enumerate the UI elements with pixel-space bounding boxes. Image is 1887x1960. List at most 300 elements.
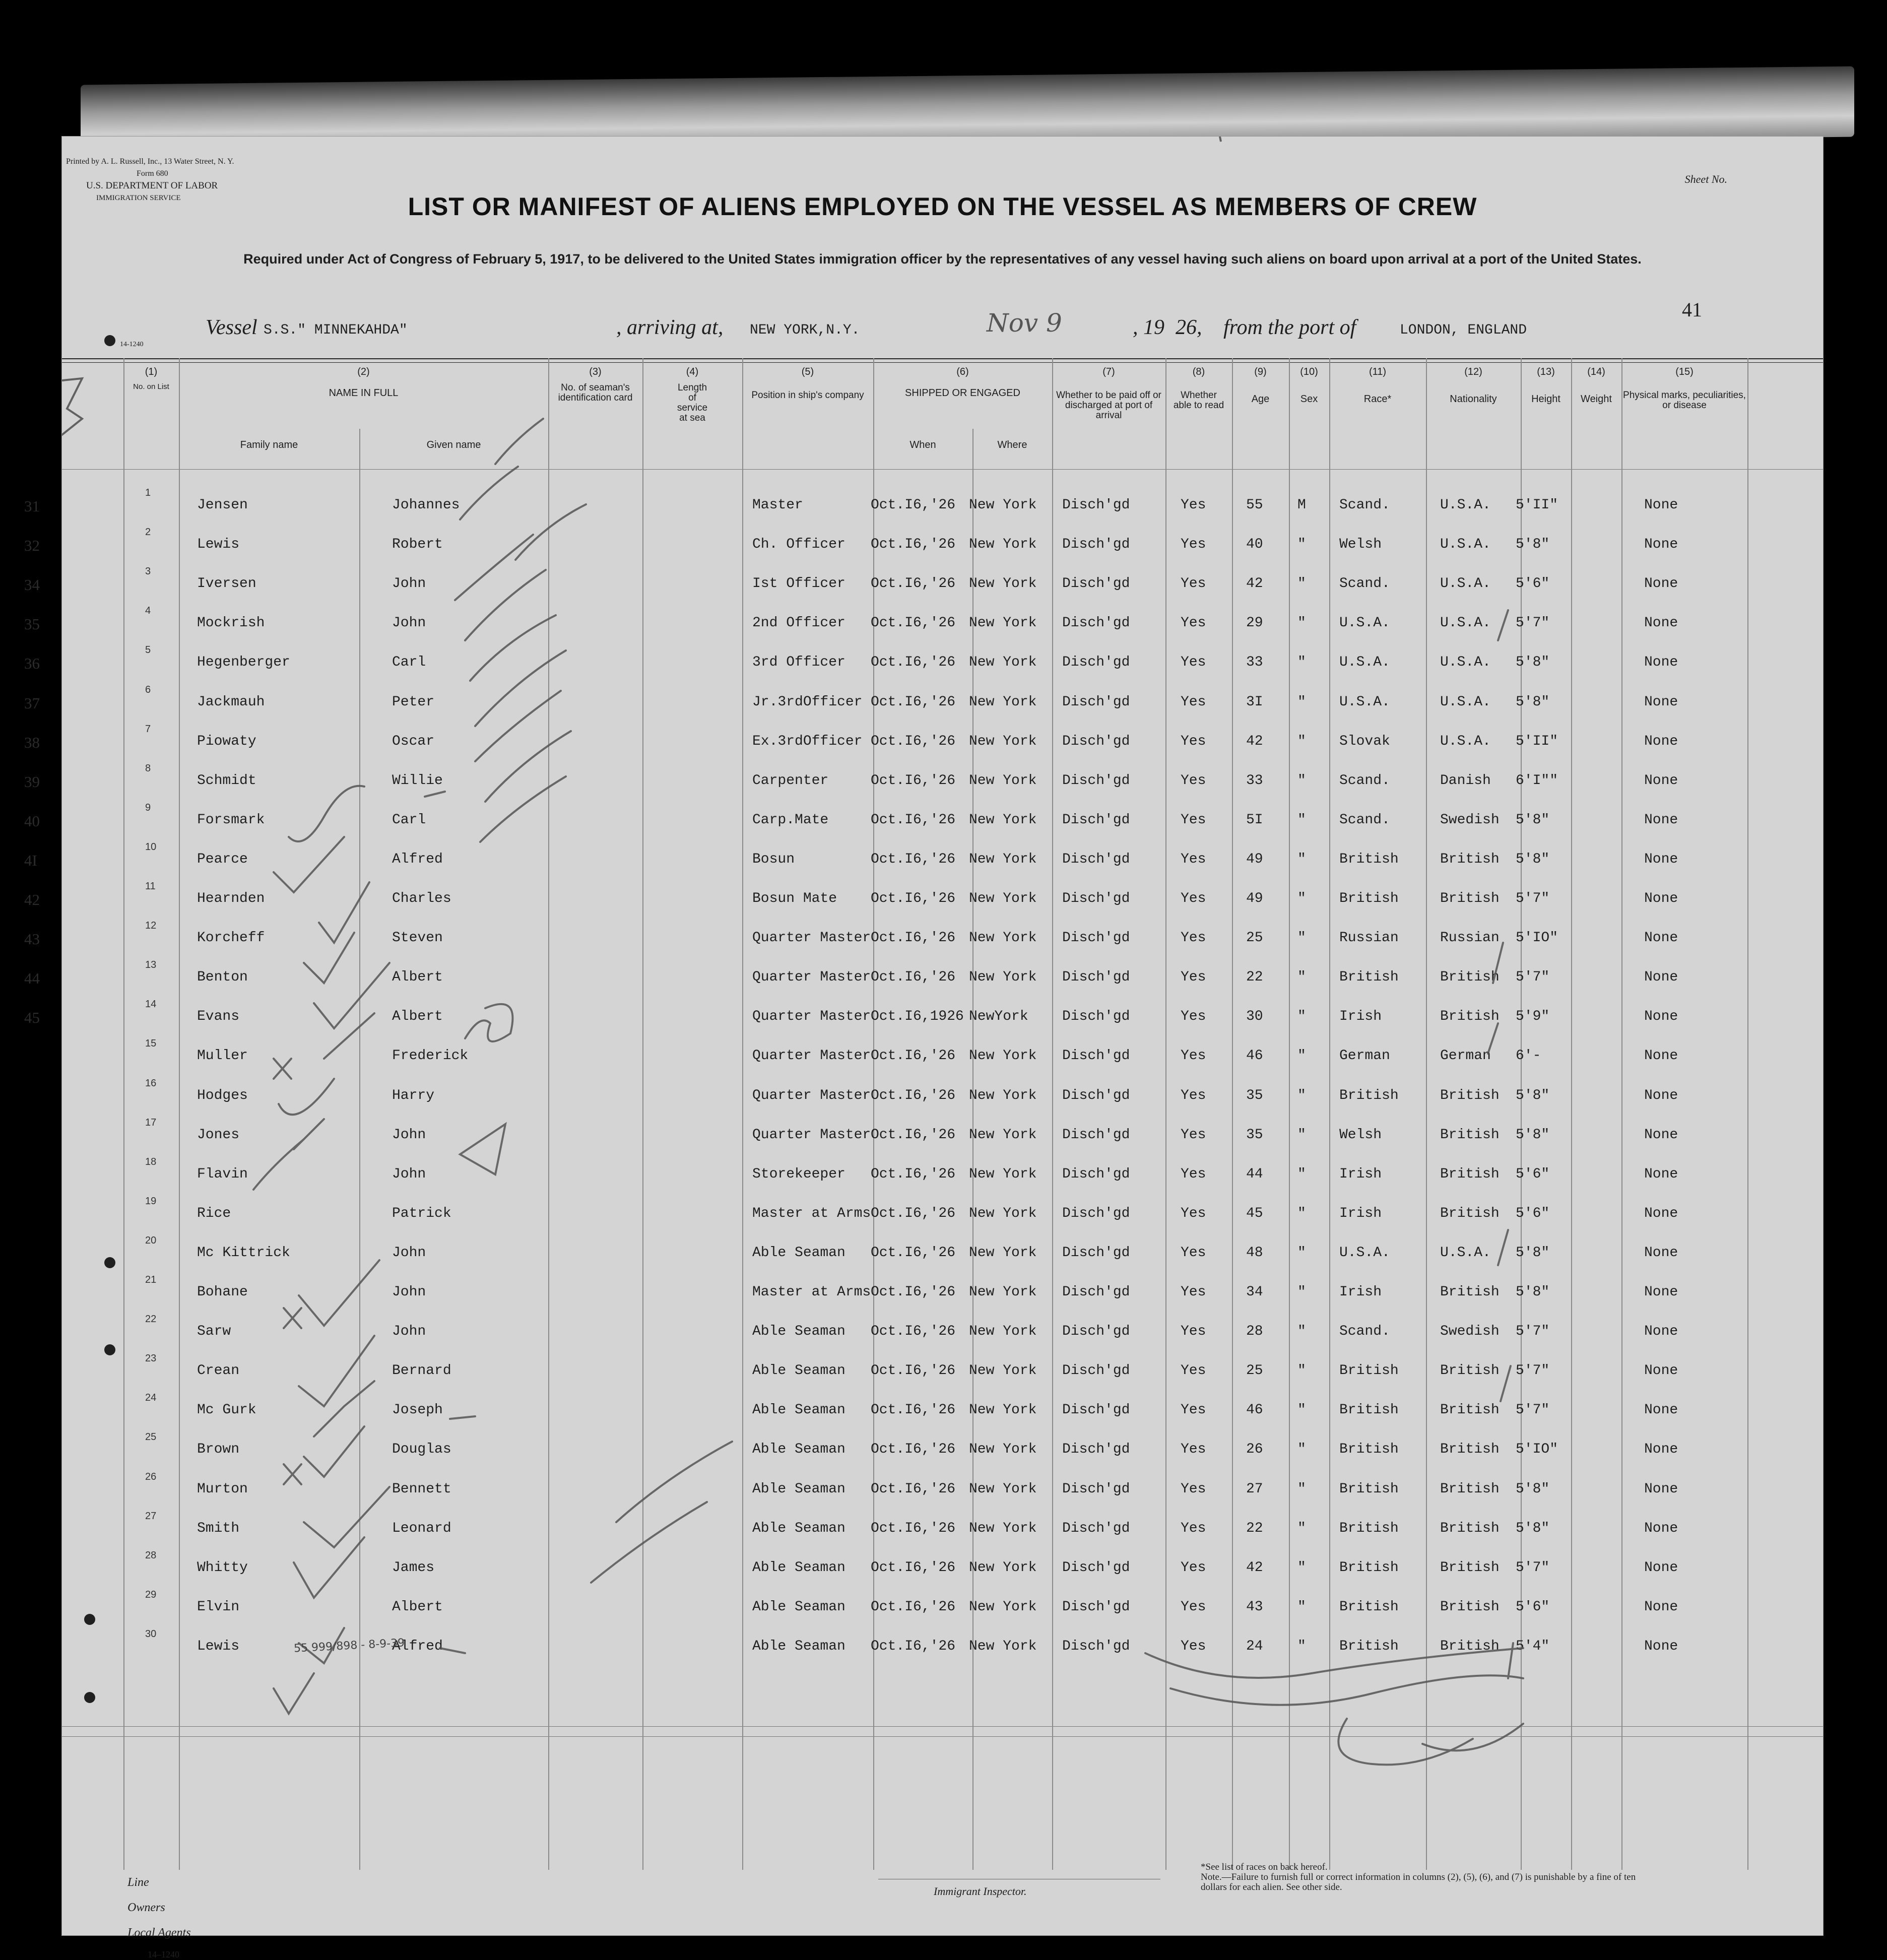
cell-position: Able Seaman (752, 1481, 845, 1497)
cell-read: Yes (1181, 930, 1206, 946)
cell-nationality: U.S.A. (1440, 497, 1491, 513)
cell-sex: " (1297, 1284, 1306, 1300)
cell-where: New York (969, 1245, 1037, 1261)
cell-read: Yes (1181, 1048, 1206, 1064)
cell-marks: None (1644, 772, 1678, 789)
page-subtitle: Required under Act of Congress of February 5, 1917, to be delivered to the United States immigration officer by the representatives of any vessel having such aliens on board upon arrival at a port of the United States. (243, 251, 1642, 267)
cell-paid: Disch'gd (1062, 1009, 1130, 1025)
cell-height: 5'7" (1516, 1324, 1550, 1340)
cell-height: 5'6" (1516, 1166, 1550, 1182)
cell-where: New York (969, 1442, 1037, 1458)
cell-position: Able Seaman (752, 1324, 845, 1340)
cell-read: Yes (1181, 1402, 1206, 1418)
cell-marks: None (1644, 1087, 1678, 1103)
cell-read: Yes (1181, 1324, 1206, 1340)
cell-n: 9 (145, 802, 151, 813)
col-11-head: (11) Race* (1363, 366, 1392, 405)
cell-height: 5'7" (1516, 1402, 1550, 1418)
cell-marks: None (1644, 930, 1678, 946)
header-rule-bottom (62, 469, 1823, 470)
cell-age: 45 (1246, 1205, 1263, 1221)
cell-marks: None (1644, 1048, 1678, 1064)
cell-when: Oct.I6,'26 (871, 891, 956, 906)
form-number: Form 680 (137, 169, 168, 178)
cell-family: Smith (197, 1520, 240, 1536)
cell-race: British (1339, 1363, 1399, 1379)
cell-age: 49 (1246, 891, 1263, 906)
cell-where: New York (969, 1559, 1037, 1576)
cell-sex: " (1297, 1245, 1306, 1261)
cell-when: Oct.I6,'26 (871, 1127, 956, 1143)
cell-given: Patrick (392, 1205, 451, 1221)
col-13-head: (13) Height (1531, 366, 1560, 405)
cell-sex: " (1297, 1481, 1306, 1497)
cell-when: Oct.I6,'26 (871, 1520, 956, 1536)
cell-paid: Disch'gd (1062, 1127, 1130, 1143)
cell-where: New York (969, 1638, 1037, 1654)
cell-family: Jensen (197, 497, 248, 513)
table-row (24, 684, 1823, 724)
col-8-head: (8) Whether able to read (1173, 366, 1224, 411)
cell-race: British (1339, 1599, 1399, 1615)
cell-nationality: Swedish (1440, 1324, 1500, 1340)
cell-where: New York (969, 1166, 1037, 1182)
cell-paid: Disch'gd (1062, 615, 1130, 631)
cell-stamp: 40 (24, 812, 40, 830)
cell-where: New York (969, 930, 1037, 946)
cell-position: 3rd Officer (752, 655, 845, 671)
cell-read: Yes (1181, 615, 1206, 631)
cell-given: Douglas (392, 1442, 451, 1458)
cell-stamp: 4I (24, 851, 37, 869)
cell-n: 24 (145, 1392, 157, 1404)
cell-height: 5'8" (1516, 694, 1550, 710)
cell-n: 30 (145, 1628, 157, 1640)
cell-sex: " (1297, 1087, 1306, 1103)
cell-family: Pearce (197, 851, 248, 867)
handwritten-reference: 55 999/898 - 8-9-39 (293, 1637, 405, 1655)
cell-read: Yes (1181, 1442, 1206, 1458)
cell-when: Oct.I6,'26 (871, 1324, 956, 1340)
cell-position: Able Seaman (752, 1638, 845, 1654)
cell-position: Jr.3rdOfficer (752, 694, 863, 710)
cell-nationality: U.S.A. (1440, 655, 1491, 671)
cell-paid: Disch'gd (1062, 1166, 1130, 1182)
cell-age: 42 (1246, 1559, 1263, 1576)
cell-nationality: British (1440, 1205, 1500, 1221)
table-row (24, 605, 1823, 644)
cell-sex: " (1297, 576, 1306, 592)
cell-paid: Disch'gd (1062, 812, 1130, 828)
cell-race: U.S.A. (1339, 694, 1390, 710)
from-port: LONDON, ENGLAND (1400, 322, 1527, 338)
cell-n: 23 (145, 1353, 157, 1364)
binder-hole (104, 1344, 115, 1355)
cell-stamp: 38 (24, 733, 40, 751)
cell-family: Forsmark (197, 812, 265, 828)
cell-nationality: British (1440, 1638, 1500, 1654)
cell-family: Evans (197, 1009, 240, 1025)
cell-nationality: British (1440, 851, 1500, 867)
cell-n: 20 (145, 1234, 157, 1246)
cell-nationality: British (1440, 969, 1500, 986)
cell-marks: None (1644, 1599, 1678, 1615)
cell-paid: Disch'gd (1062, 1402, 1130, 1418)
cell-position: Ch. Officer (752, 537, 845, 553)
fine-note: Note.—Failure to furnish full or correct information in columns (2), (5), (6), and (7) is punishable by a fine of ten dollars for each alien. See other side. (1201, 1872, 1636, 1892)
cell-position: Quarter Master (752, 930, 871, 946)
cell-when: Oct.I6,'26 (871, 812, 956, 828)
cell-position: Ex.3rdOfficer (752, 733, 863, 749)
cell-paid: Disch'gd (1062, 537, 1130, 553)
table-row (62, 1511, 1823, 1550)
cell-given: Frederick (392, 1048, 469, 1064)
cell-read: Yes (1181, 1245, 1206, 1261)
table-row (24, 881, 1823, 920)
cell-paid: Disch'gd (1062, 1520, 1130, 1536)
cell-when: Oct.I6,'26 (871, 733, 956, 749)
cell-race: Welsh (1339, 1127, 1382, 1143)
page-number: 41 (1682, 298, 1702, 321)
cell-marks: None (1644, 1638, 1678, 1654)
cell-sex: " (1297, 537, 1306, 553)
footer-notes (1201, 1862, 1654, 1892)
cell-n: 12 (145, 920, 157, 932)
cell-read: Yes (1181, 969, 1206, 986)
cell-nationality: British (1440, 1166, 1500, 1182)
cell-nationality: British (1440, 1520, 1500, 1536)
cell-marks: None (1644, 1205, 1678, 1221)
cell-height: 5'8" (1516, 537, 1550, 553)
header-rule-top (62, 358, 1823, 359)
arriving-label: , arriving at, (616, 316, 724, 339)
cell-race: British (1339, 1442, 1399, 1458)
cell-marks: None (1644, 694, 1678, 710)
col-14-head: (14) Weight (1581, 366, 1612, 405)
cell-marks: None (1644, 1009, 1678, 1025)
cell-family: Elvin (197, 1599, 240, 1615)
cell-given: James (392, 1559, 435, 1576)
cell-age: 48 (1246, 1245, 1263, 1261)
year-prefix: , 19 (1133, 316, 1164, 339)
cell-marks: None (1644, 733, 1678, 749)
cell-race: Scand. (1339, 812, 1390, 828)
cell-n: 27 (145, 1510, 157, 1522)
cell-position: Able Seaman (752, 1599, 845, 1615)
cell-race: British (1339, 851, 1399, 867)
col-3-head: (3) No. of seaman's identification card (558, 366, 633, 403)
cell-family: Muller (197, 1048, 248, 1064)
cell-n: 2 (145, 527, 151, 538)
cell-n: 21 (145, 1274, 157, 1285)
cell-given: Albert (392, 969, 443, 986)
cell-height: 6'I"" (1516, 772, 1558, 789)
cell-age: 3I (1246, 694, 1263, 710)
cell-read: Yes (1181, 1599, 1206, 1615)
manifest-page (24, 136, 1824, 1959)
cell-marks: None (1644, 1166, 1678, 1182)
cell-race: German (1339, 1048, 1390, 1064)
cell-when: Oct.I6,'26 (871, 1284, 956, 1300)
cell-paid: Disch'gd (1062, 1284, 1130, 1300)
cell-read: Yes (1181, 1481, 1206, 1497)
cell-given: John (392, 1284, 426, 1300)
binder-hole (104, 335, 115, 346)
cell-position: Able Seaman (752, 1520, 845, 1536)
cell-given: Joseph (392, 1402, 443, 1418)
cell-position: Bosun (752, 851, 795, 867)
cell-sex: " (1297, 1559, 1306, 1576)
cell-height: 5'8" (1516, 1284, 1550, 1300)
cell-race: U.S.A. (1339, 655, 1390, 671)
cell-marks: None (1644, 655, 1678, 671)
cell-read: Yes (1181, 576, 1206, 592)
cell-position: Quarter Master (752, 1127, 871, 1143)
cell-stamp: 34 (24, 576, 40, 594)
table-rule-end (62, 1736, 1823, 1737)
cell-read: Yes (1181, 655, 1206, 671)
cell-family: Hearnden (197, 891, 265, 906)
cell-paid: Disch'gd (1062, 1087, 1130, 1103)
cell-position: Quarter Master (752, 1009, 871, 1025)
cell-marks: None (1644, 1284, 1678, 1300)
cell-n: 5 (145, 644, 151, 656)
form-code: 14-1240 (120, 341, 144, 348)
cell-when: Oct.I6,'26 (871, 1166, 956, 1182)
service: IMMIGRATION SERVICE (96, 194, 181, 202)
cell-nationality: British (1440, 1442, 1500, 1458)
cell-n: 15 (145, 1038, 157, 1050)
cell-where: New York (969, 812, 1037, 828)
table-row (24, 566, 1823, 605)
cell-n: 16 (145, 1077, 157, 1089)
cell-given: Bernard (392, 1363, 451, 1379)
cell-paid: Disch'gd (1062, 1638, 1130, 1654)
cell-marks: None (1644, 1402, 1678, 1418)
cell-race: British (1339, 1559, 1399, 1576)
cell-when: Oct.I6,'26 (871, 851, 956, 867)
vessel-name: S.S." MINNEKAHDA" (264, 322, 408, 338)
cell-race: British (1339, 1481, 1399, 1497)
cell-n: 17 (145, 1117, 157, 1128)
cell-height: 5'8" (1516, 1245, 1550, 1261)
cell-paid: Disch'gd (1062, 576, 1130, 592)
cell-marks: None (1644, 1245, 1678, 1261)
year-suffix: 26, (1176, 316, 1202, 339)
cell-where: New York (969, 1087, 1037, 1103)
cell-read: Yes (1181, 1127, 1206, 1143)
vessel-label: Vessel (206, 316, 257, 339)
cell-when: Oct.I6,'26 (871, 576, 956, 592)
cell-sex: " (1297, 772, 1306, 789)
cell-race: Russian (1339, 930, 1399, 946)
cell-given: Alfred (392, 851, 443, 867)
page-title: LIST OR MANIFEST OF ALIENS EMPLOYED ON THE VESSEL AS MEMBERS OF CREW (408, 192, 1477, 221)
cell-paid: Disch'gd (1062, 1481, 1130, 1497)
cell-paid: Disch'gd (1062, 1245, 1130, 1261)
col-9-head: (9) Age (1251, 366, 1270, 405)
cell-position: Bosun Mate (752, 891, 837, 906)
cell-stamp: 37 (24, 694, 40, 712)
cell-given: Alfred (392, 1638, 443, 1654)
cell-race: Scand. (1339, 772, 1390, 789)
cell-n: 1 (145, 487, 151, 498)
cell-family: Mc Kittrick (197, 1245, 290, 1261)
cell-nationality: British (1440, 1009, 1500, 1025)
cell-where: New York (969, 851, 1037, 867)
cell-n: 29 (145, 1589, 157, 1600)
cell-height: 5'IO" (1516, 1442, 1558, 1458)
cell-n: 3 (145, 566, 151, 577)
cell-age: 44 (1246, 1166, 1263, 1182)
family-name-head: Family name (240, 439, 298, 450)
cell-age: 40 (1246, 537, 1263, 553)
cell-sex: " (1297, 812, 1306, 828)
cell-n: 14 (145, 999, 157, 1010)
table-row (24, 723, 1823, 763)
from-label: from the port of (1223, 316, 1356, 339)
where-head: Where (997, 439, 1027, 450)
col-6-head: (6) SHIPPED OR ENGAGED (905, 366, 1020, 399)
cell-family: Benton (197, 969, 248, 986)
cell-marks: None (1644, 851, 1678, 867)
cell-marks: None (1644, 1324, 1678, 1340)
cell-marks: None (1644, 1127, 1678, 1143)
cell-given: Leonard (392, 1520, 451, 1536)
cell-nationality: Danish (1440, 772, 1491, 789)
table-row (62, 1038, 1823, 1077)
cell-when: Oct.I6,1926 (871, 1009, 964, 1025)
cell-race: Irish (1339, 1009, 1382, 1025)
cell-read: Yes (1181, 891, 1206, 906)
cell-read: Yes (1181, 1205, 1206, 1221)
cell-age: 42 (1246, 576, 1263, 592)
arriving-port: NEW YORK,N.Y. (750, 322, 860, 338)
cell-height: 5'II" (1516, 497, 1558, 513)
cell-sex: " (1297, 1166, 1306, 1182)
given-name-head: Given name (426, 439, 481, 450)
table-row (62, 1274, 1823, 1314)
cell-paid: Disch'gd (1062, 891, 1130, 906)
cell-stamp: 45 (24, 1009, 40, 1027)
cell-marks: None (1644, 1481, 1678, 1497)
cell-where: New York (969, 1324, 1037, 1340)
cell-race: Irish (1339, 1166, 1382, 1182)
cell-height: 6'- (1516, 1048, 1541, 1064)
cell-position: Able Seaman (752, 1442, 845, 1458)
cell-race: Irish (1339, 1284, 1382, 1300)
cell-height: 5'8" (1516, 655, 1550, 671)
cell-age: 35 (1246, 1127, 1263, 1143)
cell-age: 46 (1246, 1048, 1263, 1064)
table-row (24, 999, 1823, 1038)
cell-race: Scand. (1339, 576, 1390, 592)
cell-nationality: U.S.A. (1440, 576, 1491, 592)
cell-race: British (1339, 1087, 1399, 1103)
cell-sex: " (1297, 733, 1306, 749)
col-15-head: (15) Physical marks, peculiarities, or disease (1623, 366, 1746, 411)
cell-family: Piowaty (197, 733, 256, 749)
cell-age: 42 (1246, 733, 1263, 749)
cell-given: Carl (392, 655, 426, 671)
cell-height: 5'8" (1516, 851, 1550, 867)
cell-race: U.S.A. (1339, 615, 1390, 631)
cell-n: 11 (145, 881, 156, 892)
cell-stamp: 36 (24, 655, 40, 673)
cell-height: 5'8" (1516, 1087, 1550, 1103)
cell-given: Albert (392, 1009, 443, 1025)
cell-paid: Disch'gd (1062, 1048, 1130, 1064)
cell-nationality: Swedish (1440, 812, 1500, 828)
cell-read: Yes (1181, 1559, 1206, 1576)
cell-height: 5'7" (1516, 969, 1550, 986)
cell-family: Mockrish (197, 615, 265, 631)
cell-given: John (392, 1127, 426, 1143)
cell-read: Yes (1181, 1363, 1206, 1379)
cell-height: 5'6" (1516, 1205, 1550, 1221)
cell-where: New York (969, 1599, 1037, 1615)
cell-paid: Disch'gd (1062, 1559, 1130, 1576)
cell-height: 5'IO" (1516, 930, 1558, 946)
cell-when: Oct.I6,'26 (871, 1638, 956, 1654)
when-head: When (909, 439, 936, 450)
cell-where: New York (969, 969, 1037, 986)
cell-sex: M (1297, 497, 1306, 513)
cell-marks: None (1644, 1520, 1678, 1536)
cell-when: Oct.I6,'26 (871, 969, 956, 986)
cell-n: 18 (145, 1156, 157, 1167)
cell-given: Bennett (392, 1481, 451, 1497)
cell-n: 4 (145, 605, 151, 617)
cell-n: 10 (145, 841, 157, 853)
cell-family: Mc Gurk (197, 1402, 256, 1418)
cell-sex: " (1297, 1599, 1306, 1615)
col-7-head: (7) Whether to be paid off or discharged at port of arrival (1056, 366, 1161, 421)
cell-read: Yes (1181, 1638, 1206, 1654)
cell-read: Yes (1181, 1009, 1206, 1025)
cell-position: Carpenter (752, 772, 829, 789)
cell-where: New York (969, 1205, 1037, 1221)
cell-position: Master at Arms (752, 1284, 871, 1300)
cell-paid: Disch'gd (1062, 969, 1130, 986)
cell-family: Lewis (197, 537, 240, 553)
cell-given: Harry (392, 1087, 435, 1103)
cell-nationality: U.S.A. (1440, 615, 1491, 631)
cell-position: Able Seaman (752, 1363, 845, 1379)
cell-paid: Disch'gd (1062, 851, 1130, 867)
table-row (62, 1117, 1823, 1156)
cell-sex: " (1297, 1520, 1306, 1536)
cell-family: Korcheff (197, 930, 265, 946)
cell-marks: None (1644, 615, 1678, 631)
cell-age: 24 (1246, 1638, 1263, 1654)
cell-n: 8 (145, 762, 151, 774)
cell-where: New York (969, 537, 1037, 553)
cell-age: 27 (1246, 1481, 1263, 1497)
table-row (62, 1235, 1823, 1274)
cell-stamp: 39 (24, 772, 40, 791)
footer-line: Line (127, 1876, 149, 1889)
cell-where: New York (969, 1127, 1037, 1143)
cell-n: 28 (145, 1549, 157, 1561)
cell-height: 5'9" (1516, 1009, 1550, 1025)
cell-sex: " (1297, 1048, 1306, 1064)
cell-age: 46 (1246, 1402, 1263, 1418)
cell-paid: Disch'gd (1062, 1599, 1130, 1615)
binder-hole (84, 1692, 95, 1703)
cell-family: Schmidt (197, 772, 256, 789)
cell-paid: Disch'gd (1062, 733, 1130, 749)
